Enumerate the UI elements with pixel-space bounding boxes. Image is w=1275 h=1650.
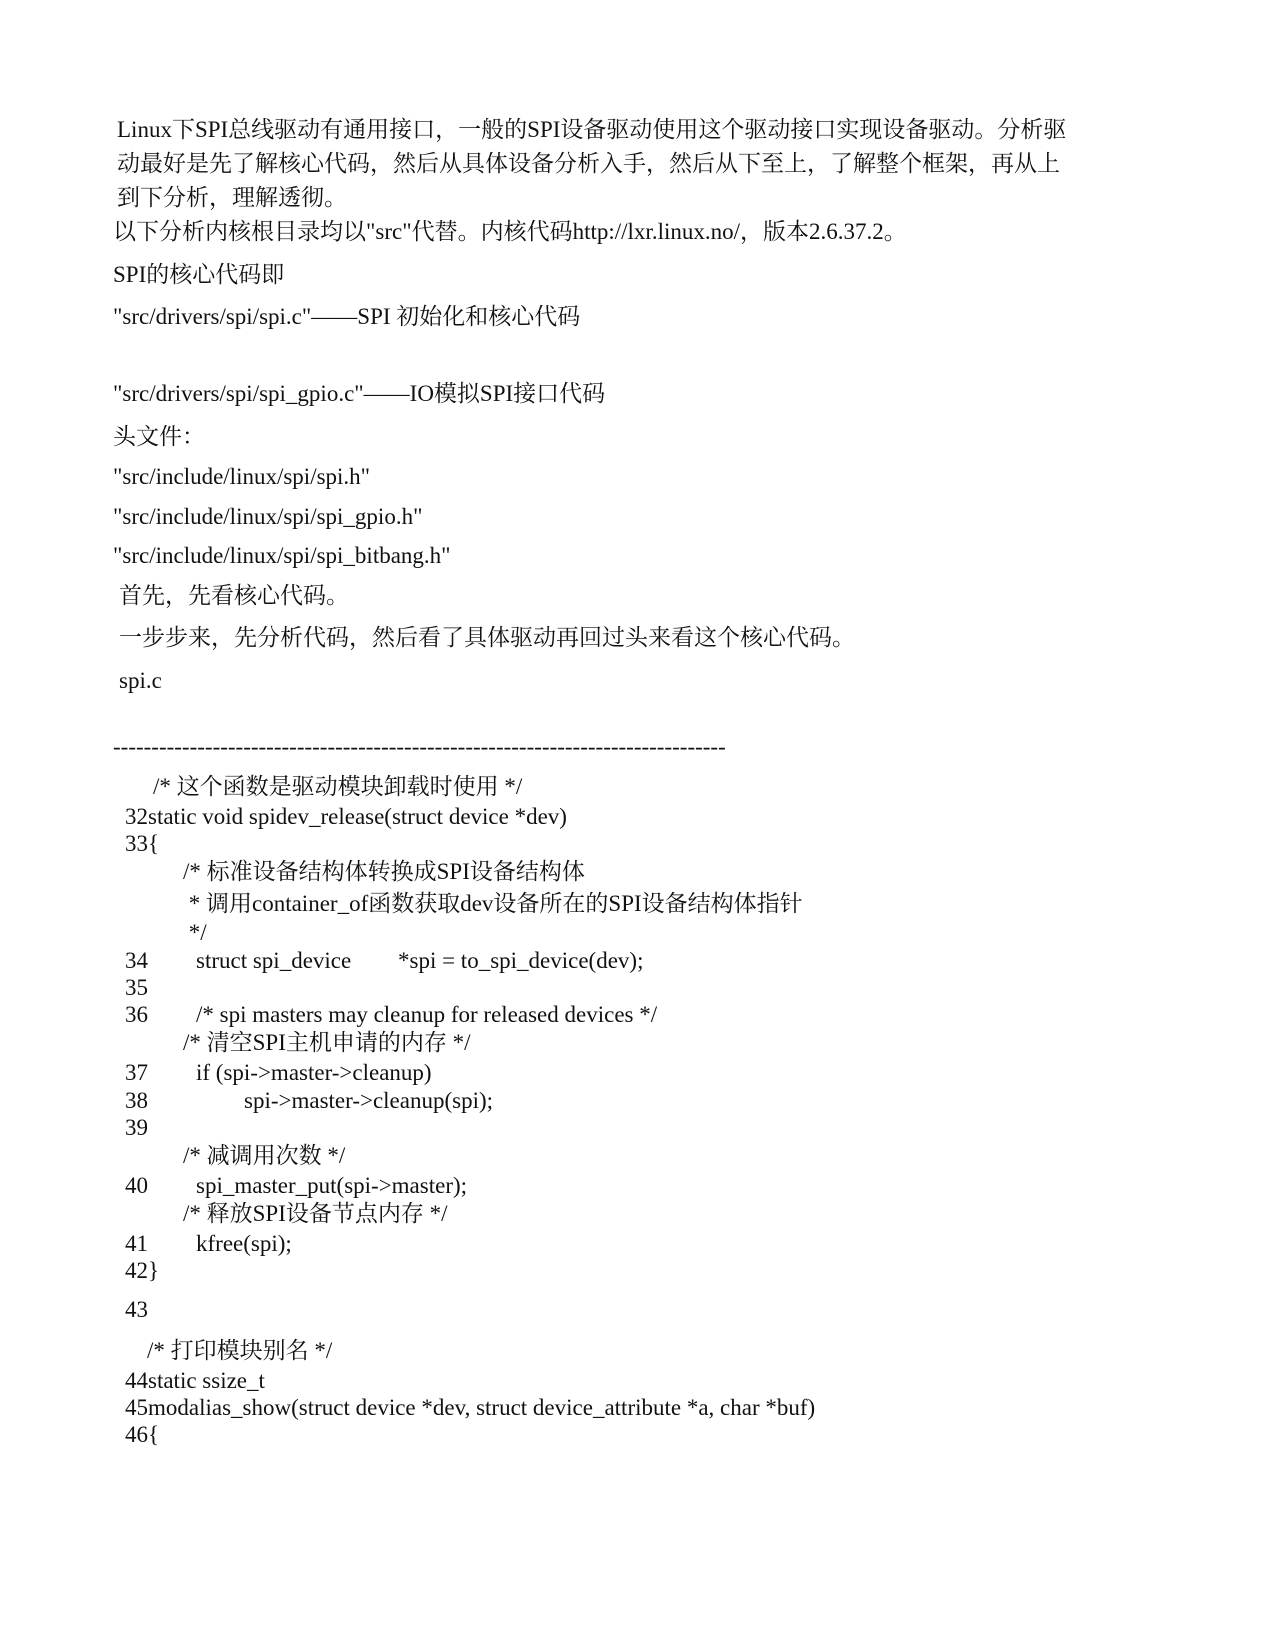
header-path: "src/include/linux/spi/spi.h" <box>113 464 371 489</box>
line-number: 33 <box>125 831 148 856</box>
code-text: static ssize_t <box>148 1368 265 1393</box>
code-line <box>125 1394 815 1422</box>
code-comment: /* spi masters may cleanup for released devices */ <box>196 1002 658 1027</box>
code-comment: /* 这个函数是驱动模块卸载时使用 */ <box>153 774 523 799</box>
line-number: 42 <box>125 1258 148 1283</box>
line-number: 39 <box>125 1115 148 1140</box>
code-comment: * 调用container_of函数获取dev设备所在的SPI设备结构体指针 <box>183 891 803 916</box>
intro-line: 动最好是先了解核心代码，然后从具体设备分析入手，然后从下至上，了解整个框架，再从上 <box>117 151 1060 176</box>
line-number: 38 <box>125 1088 148 1113</box>
code-comment: /* 打印模块别名 */ <box>147 1338 333 1363</box>
code-line <box>125 1257 159 1285</box>
code-comment: */ <box>183 920 207 945</box>
step-note: 一步步来，先分析代码，然后看了具体驱动再回过头来看这个核心代码。 <box>119 625 855 650</box>
line-number: 37 <box>125 1060 148 1085</box>
code-line <box>125 1367 265 1395</box>
line-number: 34 <box>125 948 148 973</box>
line-number: 32 <box>125 804 148 829</box>
code-text: struct spi_device <box>196 948 352 973</box>
spi-gpio-c-path: "src/drivers/spi/spi_gpio.c"——IO模拟SPI接口代码 <box>113 381 606 406</box>
code-comment: /* 释放SPI设备节点内存 */ <box>183 1201 448 1226</box>
line-number: 35 <box>125 975 148 1000</box>
code-text: *spi = to_spi_device(dev); <box>398 948 644 973</box>
code-comment: /* 减调用次数 */ <box>183 1143 346 1168</box>
line-number: 40 <box>125 1173 148 1198</box>
code-text: if (spi->master->cleanup) <box>196 1060 432 1085</box>
core-heading: SPI的核心代码即 <box>113 262 285 287</box>
code-line <box>125 830 159 858</box>
line-number: 44 <box>125 1368 148 1393</box>
code-comment: /* 清空SPI主机申请的内存 */ <box>183 1030 471 1055</box>
code-text: { <box>148 831 160 856</box>
code-comment: /* 标准设备结构体转换成SPI设备结构体 <box>183 859 585 884</box>
intro-paragraph <box>117 113 1157 215</box>
intro-line: 到下分析，理解透彻。 <box>117 185 347 210</box>
code-line <box>125 803 567 831</box>
line-number: 46 <box>125 1422 148 1447</box>
code-text: { <box>148 1422 160 1447</box>
line-number: 41 <box>125 1231 148 1256</box>
code-text: static void spidev_release(struct device *dev) <box>148 804 567 829</box>
first-note: 首先，先看核心代码。 <box>119 583 349 608</box>
line-number: 45 <box>125 1395 148 1420</box>
code-text: } <box>148 1258 160 1283</box>
header-path: "src/include/linux/spi/spi_gpio.h" <box>113 504 423 529</box>
root-note: 以下分析内核根目录均以"src"代替。内核代码http://lxr.linux.no/，版本2.6.37.2。 <box>113 219 907 244</box>
code-text: spi_master_put(spi->master); <box>196 1173 468 1198</box>
code-line <box>125 1421 159 1449</box>
header-path: "src/include/linux/spi/spi_bitbang.h" <box>113 543 451 568</box>
code-text: spi->master->cleanup(spi); <box>244 1088 494 1113</box>
line-number: 43 <box>125 1297 148 1322</box>
separator: -------------------------------------------------------------------------------- <box>113 734 726 759</box>
headers-label: 头文件： <box>113 424 205 449</box>
line-number: 36 <box>125 1002 148 1027</box>
code-text: kfree(spi); <box>196 1231 292 1256</box>
code-text: modalias_show(struct device *dev, struct device_attribute *a, char *buf) <box>148 1395 816 1420</box>
intro-line: Linux下SPI总线驱动有通用接口，一般的SPI设备驱动使用这个驱动接口实现设备驱动。分析驱 <box>117 117 1067 142</box>
file-name: spi.c <box>119 668 162 693</box>
spi-c-path: "src/drivers/spi/spi.c"——SPI 初始化和核心代码 <box>113 304 581 329</box>
